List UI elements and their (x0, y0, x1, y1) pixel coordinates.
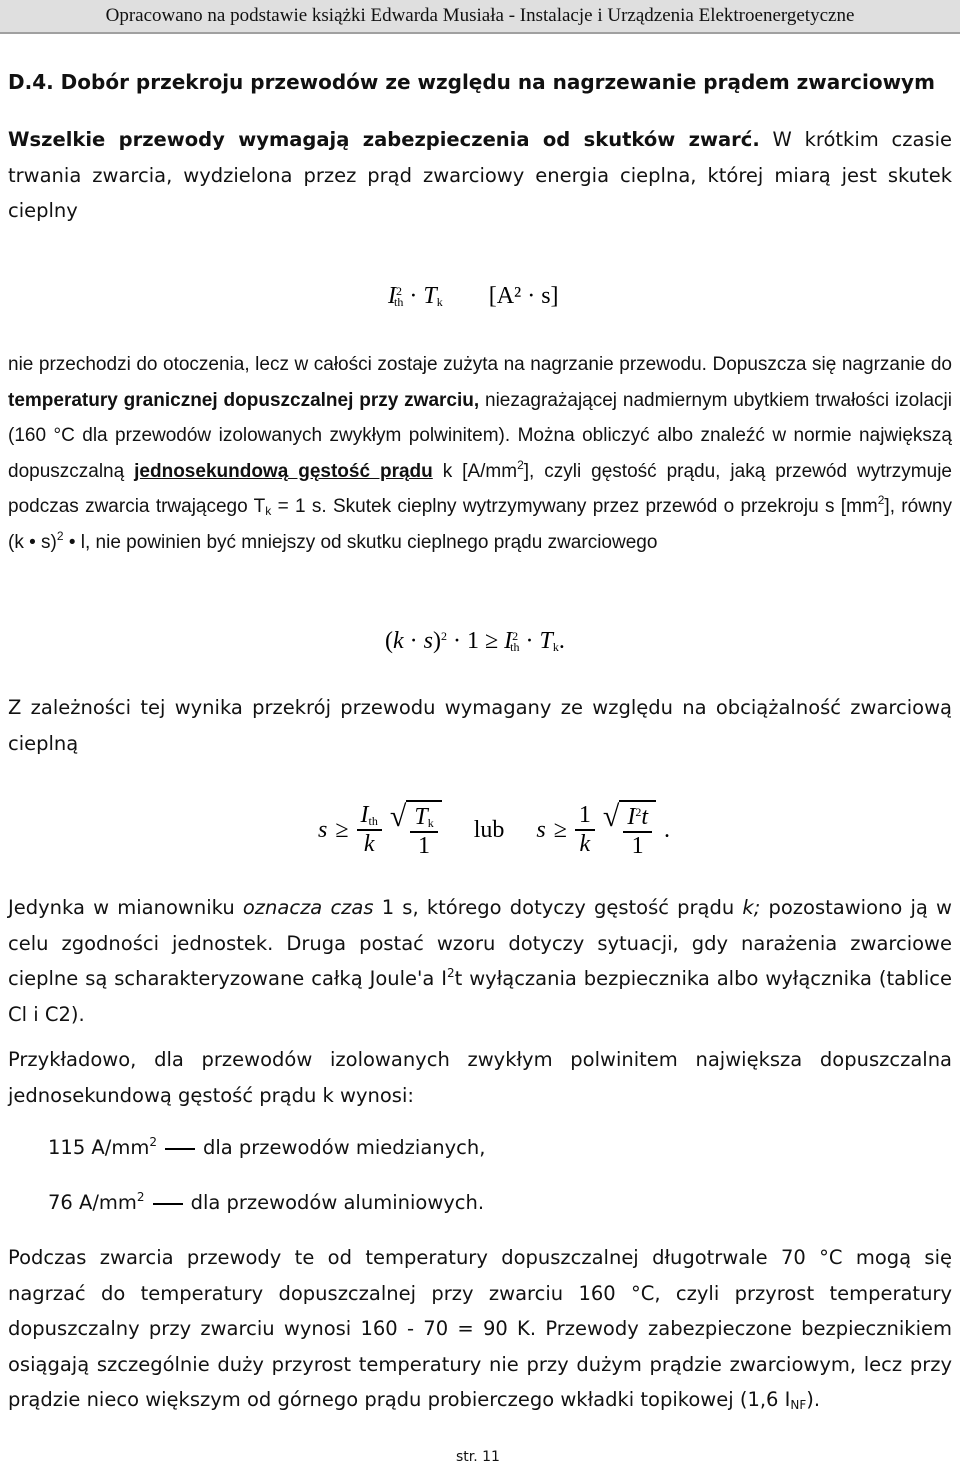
list-value: 115 A/mm (48, 1136, 150, 1159)
dash-icon (153, 1203, 183, 1205)
header-text: Opracowano na podstawie książki Edwarda Musiała - Instalacje i Urządzenia Elektroenergetyczne (105, 5, 855, 26)
explanation-k: k; (742, 896, 761, 919)
explanation-italic: oznacza czas (242, 896, 374, 919)
dash-icon (165, 1148, 195, 1150)
explanation-text-4: t wyłączania bezpiecznika albo wyłącznika (tablice Cl i C2). (8, 967, 952, 1026)
section-title: D.4. Dobór przekroju przewodów ze względu na nagrzewanie prądem zwarciowym (8, 70, 935, 94)
heating-text-8: ], równy (k • s) (8, 496, 952, 553)
heating-bold-underline: jednosekundową gęstość prądu (134, 460, 433, 482)
paragraph-cross-section: Z zależności tej wynika przekrój przewodu wymagany ze względu na obciążalność zwarciową cieplną (8, 696, 952, 755)
heating-text-4: Można obliczyć albo znaleźć w normie największą dopuszczalną (8, 425, 952, 482)
formula-cross-section: s ≥ $\frac{I_{th}}{k}$ √ $\frac{T_k}{1}$ lub s ≥ $\frac{1}{k}$ √ $\frac{I^2t}{1}$ . (318, 800, 671, 859)
explanation-text-3: pozostawiono ją w celu zgodności jednostek. Druga postać wzoru dotyczy sytuacji, gdy narażenia zwarciowe cieplne są scharakteryzowane całką Joule'a I (8, 896, 952, 990)
paragraph-heating: nie przechodzi do otoczenia, lecz w całości zostaje zużyta na nagrzanie przewodu. Dopuszcza się nagrzanie do temperatury granicznej dopuszczalnej przy zwarciu, niezagrażającej nadmiernym ubytkiem trwałości izolacji (160 °C dla przewodów izolowanych zwykłym polwinitem). Można obliczyć albo znaleźć w normie największą dopuszczalną jednosekundową gęstość prądu k $[A/mm^2]$, czyli gęstość prądu, jaką przewód wytrzymuje podczas zwarcia trwającego $T_k = 1$ s. Skutek cieplny wytrzymywany przez przewód o przekroju s $[mm^2]$, równy (k • s)$^2$ • l, nie powinien być mniejszy od skutku cieplnego prądu zwarciowego (8, 354, 952, 553)
heating-text-1: nie przechodzi do otoczenia, lecz w całości zostaje zużyta na nagrzanie przewodu. (8, 354, 707, 375)
intro-text: W krótkim czasie trwania zwarcia, wydzielona przez prąd zwarciowy energia cieplna, której miarą jest skutek cieplny (8, 128, 952, 222)
page-number: str. 11 (456, 1449, 500, 1465)
explanation-text-1: Jedynka w mianowniku (8, 896, 243, 919)
intro-bold: Wszelkie przewody wymagają zabezpieczenia od skutków zwarć. (8, 128, 760, 151)
document-header (0, 0, 960, 34)
explanation-text-2: 1 s, którego dotyczy gęstość prądu (373, 896, 743, 919)
paragraph-example: Przykładowo, dla przewodów izolowanych zwykłym polwinitem największa dopuszczalna jednosekundową gęstość prądu k wynosi: (8, 1048, 952, 1107)
heating-text-9: • l, nie powinien być mniejszy od skutku cieplnego prądu zwarciowego (63, 531, 658, 553)
list-item: 76 $A/mm^2$ dla przewodów aluminiowych. (48, 1190, 485, 1214)
formula-lub: lub (473, 816, 505, 843)
heating-text-6: ], czyli gęstość prądu, jaką przewód wytrzymuje podczas zwarcia trwającego T (8, 460, 952, 517)
temperature-text-2: ). (806, 1388, 821, 1411)
paragraph-intro (8, 122, 952, 229)
temperature-sub: NF (790, 1398, 807, 1412)
list-item: 115 $A/mm^2$ dla przewodów miedzianych, (48, 1135, 486, 1159)
heating-text-5: k [A/mm (432, 460, 518, 482)
list-desc: dla przewodów aluminiowych. (190, 1191, 485, 1214)
list-desc: dla przewodów miedzianych, (202, 1136, 486, 1159)
paragraph-explanation: Jedynka w mianowniku oznacza czas 1 s, którego dotyczy gęstość prądu k; pozostawiono ją w celu zgodności jednostek. Druga postać wzoru dotyczy sytuacji, gdy narażenia zwarciowe cieplne są scharakteryzowane całką Joule'a $I^2t$ wyłączania bezpiecznika albo wyłącznika (tablice Cl i C2). (8, 896, 952, 1026)
formula-unit: [A² · s] (488, 283, 559, 309)
paragraph-temperature (8, 1240, 952, 1418)
formula-heat-effect: $I^2_{th} \cdot T_k$ [A² · s] (388, 283, 559, 309)
formula-inequality: $(k \cdot s)^2 \cdot 1 \ge I^2_{th} \cdot T_k$. (385, 628, 565, 654)
heating-text-3: niezagrażającej nadmiernym ubytkiem trwałości izolacji (160 °C dla przewodów izolowanych zwykłym polwinitem). (8, 389, 952, 446)
heating-bold: temperatury granicznej dopuszczalnej przy zwarciu, (8, 389, 480, 411)
heating-text-2: Dopuszcza się nagrzanie do (706, 354, 952, 375)
temperature-text-1: Podczas zwarcia przewody te od temperatury dopuszczalnej długotrwale 70 °C mogą się nagrzać do temperatury dopuszczalnej przy zwarciu 160 °C, czyli przyrost temperatury dopuszczalny przy zwarciu wynosi 160 - 70 = 90 K. Przewody zabezpieczone bezpiecznikiem osiągają szczególnie duży przyrost temperatury nie przy dużym prądzie zwarciowym, lecz przy prądzie nieco większym od górnego prądu probierczego wkładki topikowej (1,6 I (8, 1246, 952, 1411)
list-value: 76 A/mm (48, 1191, 137, 1214)
heating-text-7: = 1 s. Skutek cieplny wytrzymywany przez przewód o przekroju s [mm (271, 496, 878, 517)
